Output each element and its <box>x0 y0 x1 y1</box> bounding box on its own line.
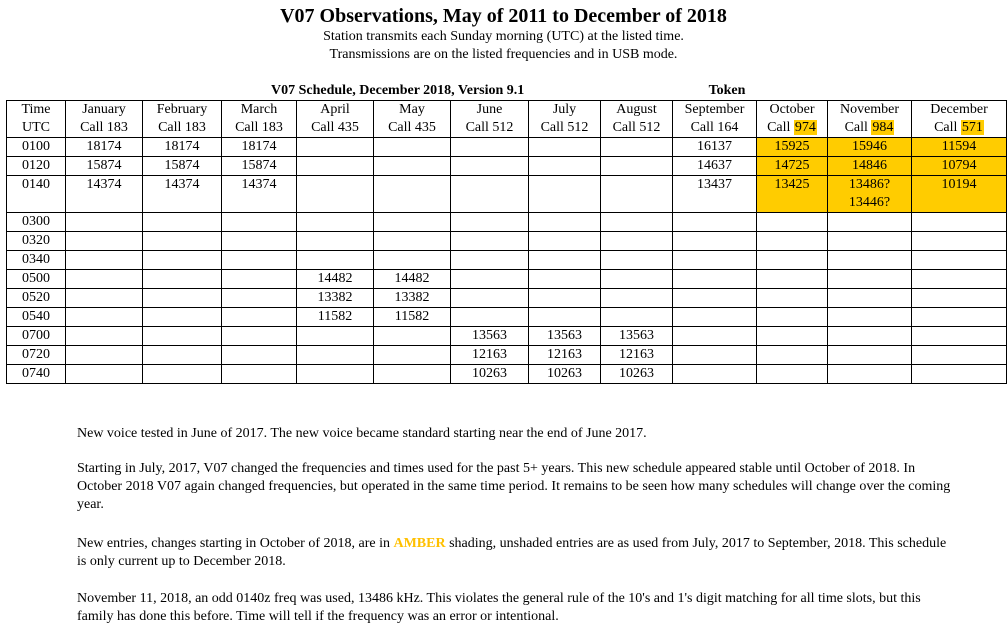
header-call-prefix: Call <box>311 120 335 135</box>
header-month-october <box>757 101 828 138</box>
header-month-february <box>143 101 222 138</box>
frequency-cell <box>297 176 374 213</box>
header-row <box>7 101 1007 138</box>
header-month-july <box>529 101 601 138</box>
frequency-cell: 14482 <box>297 270 374 289</box>
frequency-cell <box>757 251 828 270</box>
table-row <box>7 346 1007 365</box>
frequency-cell <box>374 327 451 346</box>
schedule-title: V07 Schedule, December 2018, Version 9.1 <box>271 83 525 98</box>
note-amber-before: New entries, changes starting in October of 2018, are in <box>77 536 394 551</box>
frequency-cell: 10194 <box>912 176 1007 213</box>
header-utc-label: UTC <box>22 120 50 135</box>
frequency-cell <box>673 251 757 270</box>
frequency-cell <box>757 232 828 251</box>
frequency-cell: 16137 <box>673 138 757 157</box>
frequency-cell: 10263 <box>451 365 529 384</box>
frequency-cell: 15874 <box>143 157 222 176</box>
frequency-cell <box>451 213 529 232</box>
table-row <box>7 213 1007 232</box>
frequency-cell <box>912 346 1007 365</box>
frequency-cell <box>673 346 757 365</box>
frequency-cell: 13437 <box>673 176 757 213</box>
token-label: Token <box>708 83 746 98</box>
frequency-cell: 15874 <box>222 157 297 176</box>
frequency-cell <box>828 365 912 384</box>
header-call-number: 435 <box>337 120 359 135</box>
frequency-cell <box>451 157 529 176</box>
frequency-cell <box>451 289 529 308</box>
frequency-cell <box>828 232 912 251</box>
note-amber-after: shading, unshaded entries are as used from July, 2017 to September, 2018. This schedule is only current up to December 2018. <box>77 536 947 569</box>
frequency-cell <box>374 176 451 213</box>
frequency-cell: 10263 <box>529 365 601 384</box>
header-call-line <box>759 119 825 137</box>
frequency-cell <box>673 270 757 289</box>
frequency-cell <box>451 176 529 213</box>
time-cell: 0300 <box>7 213 66 232</box>
subtitle-mode: Transmissions are on the listed frequencies and in USB mode. <box>329 47 678 62</box>
frequency-cell <box>828 251 912 270</box>
frequency-cell <box>143 213 222 232</box>
frequency-cell <box>297 157 374 176</box>
frequency-cell <box>66 251 143 270</box>
header-call-line <box>531 119 598 137</box>
header-call-prefix: Call <box>388 120 412 135</box>
note-amber-shading <box>77 535 957 571</box>
header-month-november <box>828 101 912 138</box>
frequency-cell <box>529 289 601 308</box>
frequency-cell <box>66 308 143 327</box>
frequency-cell: 13425 <box>757 176 828 213</box>
frequency-cell <box>297 138 374 157</box>
header-month-april <box>297 101 374 138</box>
time-cell: 0320 <box>7 232 66 251</box>
header-call-prefix: Call <box>540 120 564 135</box>
frequency-cell <box>374 138 451 157</box>
frequency-cell <box>374 232 451 251</box>
frequency-cell: 12163 <box>529 346 601 365</box>
header-call-prefix: Call <box>690 120 714 135</box>
frequency-cell <box>222 289 297 308</box>
header-call-line <box>453 119 526 137</box>
frequency-cell <box>222 232 297 251</box>
frequency-cell <box>222 346 297 365</box>
header-month-label: September <box>684 102 745 117</box>
frequency-cell <box>601 270 673 289</box>
frequency-cell <box>912 365 1007 384</box>
page-title: V07 Observations, May of 2011 to December of 2018 <box>280 5 727 27</box>
frequency-cell <box>222 251 297 270</box>
time-cell: 0540 <box>7 308 66 327</box>
table-row <box>7 365 1007 384</box>
frequency-cell <box>374 365 451 384</box>
frequency-cell <box>143 365 222 384</box>
frequency-cell <box>66 289 143 308</box>
subtitle-transmit-time: Station transmits each Sunday morning (UTC) at the listed time. <box>323 29 684 44</box>
frequency-cell <box>374 157 451 176</box>
frequency-cell <box>601 232 673 251</box>
frequency-cell <box>757 270 828 289</box>
table-row <box>7 232 1007 251</box>
frequency-cell: 14637 <box>673 157 757 176</box>
header-month-label: February <box>156 102 208 117</box>
note-odd-frequency-text: November 11, 2018, an odd 0140z freq was used, 13486 kHz. This violates the general rule of the 10's and 1's digit matching for all time slots, but this family has done this before. Time will tell if the frequency was an error or intentional. <box>77 591 921 624</box>
frequency-cell: 13563 <box>601 327 673 346</box>
frequency-cell: 13382 <box>374 289 451 308</box>
frequency-cell <box>143 327 222 346</box>
frequency-cell <box>222 270 297 289</box>
header-month-label: July <box>552 102 577 117</box>
header-month-label: August <box>616 102 657 117</box>
frequency-cell <box>757 213 828 232</box>
frequency-cell <box>912 213 1007 232</box>
frequency-cell: 15874 <box>66 157 143 176</box>
frequency-cell <box>757 346 828 365</box>
header-call-prefix: Call <box>235 120 259 135</box>
frequency-cell <box>222 327 297 346</box>
frequency-cell: 13563 <box>451 327 529 346</box>
frequency-cell <box>222 365 297 384</box>
table-row <box>7 157 1007 176</box>
frequency-cell <box>673 289 757 308</box>
frequency-cell <box>601 138 673 157</box>
frequency-cell: 13563 <box>529 327 601 346</box>
header-call-line <box>376 119 448 137</box>
frequency-cell <box>912 270 1007 289</box>
note-schedule-change <box>77 460 957 514</box>
frequency-cell <box>673 365 757 384</box>
header-call-prefix: Call <box>767 120 791 135</box>
header-month-label: December <box>930 102 988 117</box>
frequency-cell <box>66 270 143 289</box>
frequency-cell <box>222 308 297 327</box>
header-call-line <box>299 119 371 137</box>
header-call-line <box>68 119 140 137</box>
frequency-cell: 14846 <box>828 157 912 176</box>
header-month-june <box>451 101 529 138</box>
frequency-cell <box>297 327 374 346</box>
note-amber-shading-text <box>77 535 957 571</box>
amber-keyword: AMBER <box>393 536 446 551</box>
frequency-cell: 13382 <box>297 289 374 308</box>
frequency-cell: 12163 <box>451 346 529 365</box>
frequency-cell: 14374 <box>143 176 222 213</box>
frequency-value: 13446? <box>848 195 891 210</box>
frequency-cell <box>143 270 222 289</box>
frequency-cell <box>673 327 757 346</box>
frequency-cell <box>529 232 601 251</box>
header-call-prefix: Call <box>158 120 182 135</box>
frequency-value: 13486? <box>848 177 891 192</box>
header-call-line <box>914 119 1004 137</box>
frequency-cell <box>143 308 222 327</box>
frequency-cell: 11582 <box>297 308 374 327</box>
header-call-prefix: Call <box>465 120 489 135</box>
header-call-number: 512 <box>492 120 514 135</box>
frequency-cell <box>451 232 529 251</box>
frequency-cell <box>673 213 757 232</box>
table-row <box>7 308 1007 327</box>
header-call-line <box>603 119 670 137</box>
frequency-cell <box>828 213 912 232</box>
header-month-label: April <box>320 102 350 117</box>
frequency-cell <box>66 346 143 365</box>
frequency-cell <box>601 213 673 232</box>
frequency-cell <box>297 365 374 384</box>
header-call-prefix: Call <box>844 120 868 135</box>
frequency-cell <box>828 289 912 308</box>
header-call-number: 512 <box>639 120 661 135</box>
note-new-voice <box>77 425 957 443</box>
frequency-cell: 11582 <box>374 308 451 327</box>
frequency-cell <box>451 251 529 270</box>
frequency-cell <box>374 251 451 270</box>
frequency-cell <box>143 251 222 270</box>
note-new-voice-text: New voice tested in June of 2017. The new voice became standard starting near the end of June 2017. <box>77 426 647 441</box>
header-time-label: Time <box>21 102 51 117</box>
header-call-line <box>145 119 219 137</box>
frequency-cell <box>529 176 601 213</box>
header-month-label: November <box>839 102 900 117</box>
header-call-line <box>224 119 294 137</box>
frequency-cell: 10794 <box>912 157 1007 176</box>
frequency-cell <box>601 308 673 327</box>
header-call-prefix: Call <box>80 120 104 135</box>
frequency-cell: 18174 <box>66 138 143 157</box>
frequency-cell <box>828 308 912 327</box>
header-month-december <box>912 101 1007 138</box>
frequency-cell: 14725 <box>757 157 828 176</box>
frequency-cell <box>143 232 222 251</box>
header-month-label: June <box>476 102 503 117</box>
frequency-cell <box>529 157 601 176</box>
frequency-cell <box>451 308 529 327</box>
frequency-cell <box>828 346 912 365</box>
header-call-prefix: Call <box>612 120 636 135</box>
frequency-cell <box>828 327 912 346</box>
frequency-cell <box>529 213 601 232</box>
frequency-cell <box>912 289 1007 308</box>
frequency-cell <box>757 327 828 346</box>
time-cell: 0520 <box>7 289 66 308</box>
table-row <box>7 289 1007 308</box>
frequency-cell <box>757 365 828 384</box>
header-month-march <box>222 101 297 138</box>
header-call-number: 974 <box>794 120 816 135</box>
header-call-number: 512 <box>567 120 589 135</box>
table-row <box>7 176 1007 213</box>
header-month-label: January <box>82 102 126 117</box>
frequency-cell <box>912 327 1007 346</box>
time-cell: 0500 <box>7 270 66 289</box>
time-cell: 0340 <box>7 251 66 270</box>
note-odd-frequency <box>77 590 957 626</box>
frequency-cell <box>757 289 828 308</box>
frequency-cell <box>529 308 601 327</box>
frequency-cell <box>451 138 529 157</box>
table-row <box>7 327 1007 346</box>
frequency-cell: 15925 <box>757 138 828 157</box>
frequency-cell: 18174 <box>222 138 297 157</box>
header-call-number: 571 <box>961 120 983 135</box>
header-call-number: 183 <box>261 120 283 135</box>
header-call-line <box>830 119 909 137</box>
frequency-cell <box>601 157 673 176</box>
frequency-cell <box>374 213 451 232</box>
header-call-prefix: Call <box>934 120 958 135</box>
frequency-cell <box>673 308 757 327</box>
frequency-cell <box>757 308 828 327</box>
frequency-cell <box>673 232 757 251</box>
frequency-cell: 15946 <box>828 138 912 157</box>
frequency-cell <box>297 232 374 251</box>
header-call-number: 164 <box>717 120 739 135</box>
time-cell: 0720 <box>7 346 66 365</box>
frequency-cell <box>297 346 374 365</box>
frequency-cell: 10263 <box>601 365 673 384</box>
header-month-august <box>601 101 673 138</box>
time-cell: 0140 <box>7 176 66 213</box>
frequency-cell: 11594 <box>912 138 1007 157</box>
time-cell: 0100 <box>7 138 66 157</box>
time-cell: 0700 <box>7 327 66 346</box>
table-row <box>7 138 1007 157</box>
header-call-number: 183 <box>184 120 206 135</box>
note-schedule-change-text: Starting in July, 2017, V07 changed the frequencies and times used for the past 5+ years. This new schedule appeared stable until October of 2018. In October 2018 V07 again changed frequencies, but operated in the same time period. It remains to be seen how many schedules will change over the coming year. <box>77 461 951 512</box>
header-month-may <box>374 101 451 138</box>
table-row <box>7 270 1007 289</box>
frequency-cell <box>374 346 451 365</box>
header-call-line <box>675 119 754 137</box>
header-month-september <box>673 101 757 138</box>
frequency-cell: 18174 <box>143 138 222 157</box>
time-cell: 0740 <box>7 365 66 384</box>
schedule-table <box>6 100 1007 384</box>
frequency-cell <box>297 213 374 232</box>
frequency-cell: 14374 <box>66 176 143 213</box>
table-row <box>7 251 1007 270</box>
header-month-label: March <box>240 102 278 117</box>
frequency-cell <box>828 176 912 213</box>
frequency-cell <box>601 289 673 308</box>
frequency-cell <box>143 346 222 365</box>
frequency-cell <box>66 365 143 384</box>
frequency-cell: 14482 <box>374 270 451 289</box>
frequency-cell <box>297 251 374 270</box>
header-call-number: 984 <box>872 120 894 135</box>
frequency-cell <box>66 327 143 346</box>
frequency-cell <box>601 176 673 213</box>
header-month-label: October <box>769 102 815 117</box>
frequency-cell <box>451 270 529 289</box>
frequency-cell <box>912 308 1007 327</box>
header-call-number: 183 <box>106 120 128 135</box>
frequency-cell <box>529 251 601 270</box>
header-month-label: May <box>399 102 425 117</box>
frequency-cell <box>601 251 673 270</box>
frequency-cell <box>222 213 297 232</box>
frequency-cell: 12163 <box>601 346 673 365</box>
header-time-utc <box>7 101 66 138</box>
header-call-number: 435 <box>414 120 436 135</box>
frequency-cell <box>143 289 222 308</box>
header-month-january <box>66 101 143 138</box>
frequency-cell <box>529 138 601 157</box>
frequency-cell <box>66 213 143 232</box>
frequency-cell <box>912 232 1007 251</box>
frequency-cell: 14374 <box>222 176 297 213</box>
frequency-cell <box>529 270 601 289</box>
frequency-cell <box>828 270 912 289</box>
time-cell: 0120 <box>7 157 66 176</box>
frequency-cell <box>912 251 1007 270</box>
frequency-cell <box>66 232 143 251</box>
